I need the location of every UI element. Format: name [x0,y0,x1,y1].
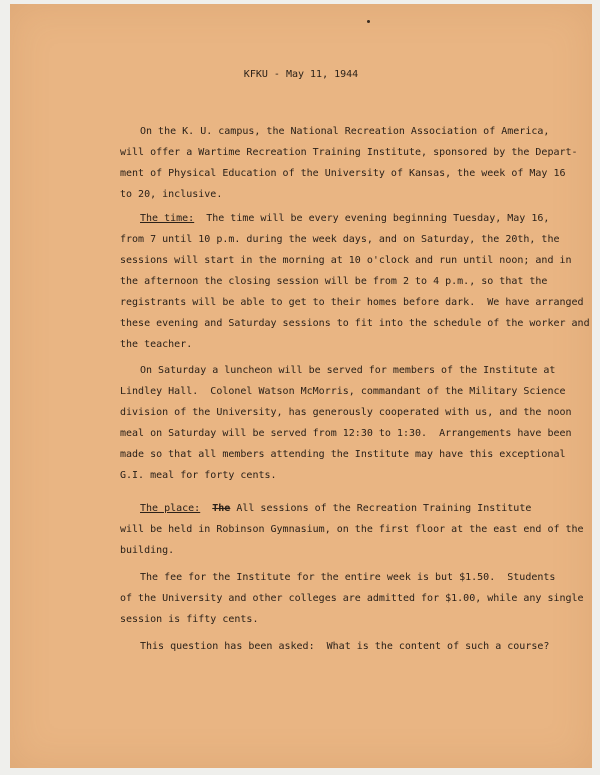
p1-line-3: ment of Physical Education of the University of Kansas, the week of May 16 [120,168,566,179]
p2-line-2: from 7 until 10 p.m. during the week days, and on Saturday, the 20th, the [120,234,560,245]
document-heading: KFKU - May 11, 1944 [243,69,359,80]
p3-line-2: Lindley Hall. Colonel Watson McMorris, commandant of the Military Science [120,386,566,397]
p4-line-1-text: All sessions of the Recreation Training Institute [230,503,532,514]
p2-line-5: registrants will be able to get to their homes before dark. We have arranged [120,297,584,308]
p2-line-7: the teacher. [120,339,193,350]
place-heading: The place: [140,503,201,514]
p1-line-4: to 20, inclusive. [120,189,223,200]
p4-line-3: building. [120,545,175,556]
p4-line-1 [140,498,531,519]
p3-line-5: made so that all members attending the Institute may have this exceptional [120,449,566,460]
p2-line-6: these evening and Saturday sessions to fit into the schedule of the worker and [120,318,590,329]
p1-line-1: On the K. U. campus, the National Recreation Association of America, [140,126,550,137]
p3-line-6: G.I. meal for forty cents. [120,470,277,481]
p6-line-1: This question has been asked: What is the content of such a course? [140,641,550,652]
p3-line-1: On Saturday a luncheon will be served for members of the Institute at [140,365,556,376]
p4-gap [200,503,212,514]
p1-line-2: will offer a Wartime Recreation Training Institute, sponsored by the Depart- [120,147,578,158]
p3-line-3: division of the University, has generously cooperated with us, and the noon [120,407,572,418]
p2-line-1-text: The time will be every evening beginning Tuesday, May 16, [194,213,550,224]
p4-line-2: will be held in Robinson Gymnasium, on the first floor at the east end of the [120,524,584,535]
p3-line-4: meal on Saturday will be served from 12:30 to 1:30. Arrangements have been [120,428,572,439]
p2-line-1 [140,208,549,229]
p2-line-3: sessions will start in the morning at 10 o'clock and run until noon; and in [120,255,572,266]
p5-line-3: session is fifty cents. [120,614,259,625]
time-heading: The time: [140,213,195,224]
p2-line-4: the afternoon the closing session will be from 2 to 4 p.m., so that the [120,276,548,287]
document-page [10,4,592,768]
p5-line-1: The fee for the Institute for the entire week is but $1.50. Students [140,572,556,583]
ink-dot [367,20,370,23]
p5-line-2: of the University and other colleges are admitted for $1.00, while any single [120,593,584,604]
struck-out-word: The [212,503,231,514]
